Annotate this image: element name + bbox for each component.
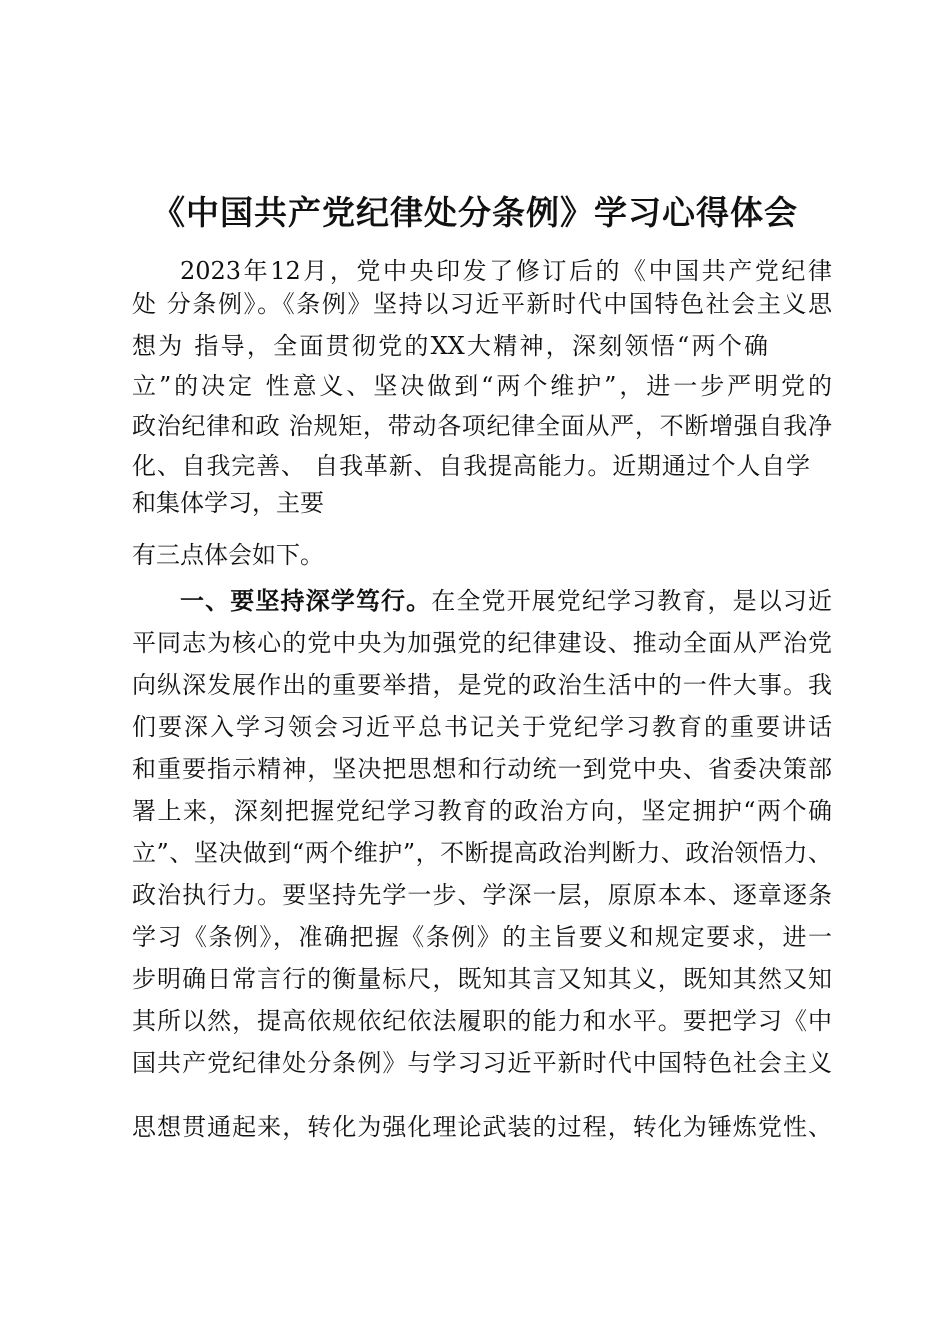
- intro-line-7: 和集体学习，主要: [132, 489, 324, 517]
- section-1-line: 立”、坚决做到“两个维护”，不断提高政治判断力、政治领悟力、: [132, 839, 832, 867]
- section-1-line: 政治执行力。要坚持先学一步、学深一层，原原本本、逐章逐条: [132, 881, 832, 909]
- section-1-line: 向纵深发展作出的重要举措，是党的政治生活中的一件大事。我: [132, 671, 832, 699]
- section-1-first-line-text: 在全党开展党纪学习教育，是以习近: [431, 587, 832, 615]
- intro-line-4: 立”的决定 性意义、坚决做到“两个维护”，进一步严明党的: [132, 372, 832, 400]
- intro-line-1: 2023年12月，党中央印发了修订后的《中国共产党纪律: [180, 257, 832, 285]
- intro-line-2: 处 分条例》。《条例》坚持以习近平新时代中国特色社会主义思: [132, 290, 832, 318]
- section-1-line: 和重要指示精神，坚决把思想和行动统一到党中央、省委决策部: [132, 755, 832, 783]
- section-1-heading: 一、要坚持深学笃行。: [180, 587, 432, 615]
- section-1-line: 学习《条例》，准确把握《条例》的主旨要义和规定要求，进一: [132, 923, 832, 951]
- section-1-line: 步明确日常言行的衡量标尺，既知其言又知其义，既知其然又知: [132, 965, 832, 993]
- intro-line-8: 有三点体会如下。: [132, 541, 324, 569]
- section-1-line: 署上来，深刻把握党纪学习教育的政治方向，坚定拥护“两个确: [132, 797, 832, 825]
- section-1-line: 平同志为核心的党中央为加强党的纪律建设、推动全面从严治党: [132, 629, 832, 657]
- section-1-line: 国共产党纪律处分条例》与学习习近平新时代中国特色社会主义: [132, 1049, 832, 1077]
- section-1-line: 们要深入学习领会习近平总书记关于党纪学习教育的重要讲话: [132, 713, 832, 741]
- section-1-line: 思想贯通起来，转化为强化理论武装的过程，转化为锤炼党性、: [132, 1113, 832, 1141]
- section-1-line: 其所以然，提高依规依纪依法履职的能力和水平。要把学习《中: [132, 1007, 832, 1035]
- intro-line-3: 想为 指导，全面贯彻党的XX大精神，深刻领悟“两个确: [132, 332, 768, 360]
- intro-line-6: 化、自我完善、 自我革新、自我提高能力。近期通过个人自学: [132, 452, 810, 480]
- document-title: 《中国共产党纪律处分条例》学习心得体会: [152, 193, 798, 232]
- intro-line-5: 政治纪律和政 治规矩，带动各项纪律全面从严，不断增强自我净: [132, 412, 832, 440]
- section-1-first-line: [180, 580, 832, 622]
